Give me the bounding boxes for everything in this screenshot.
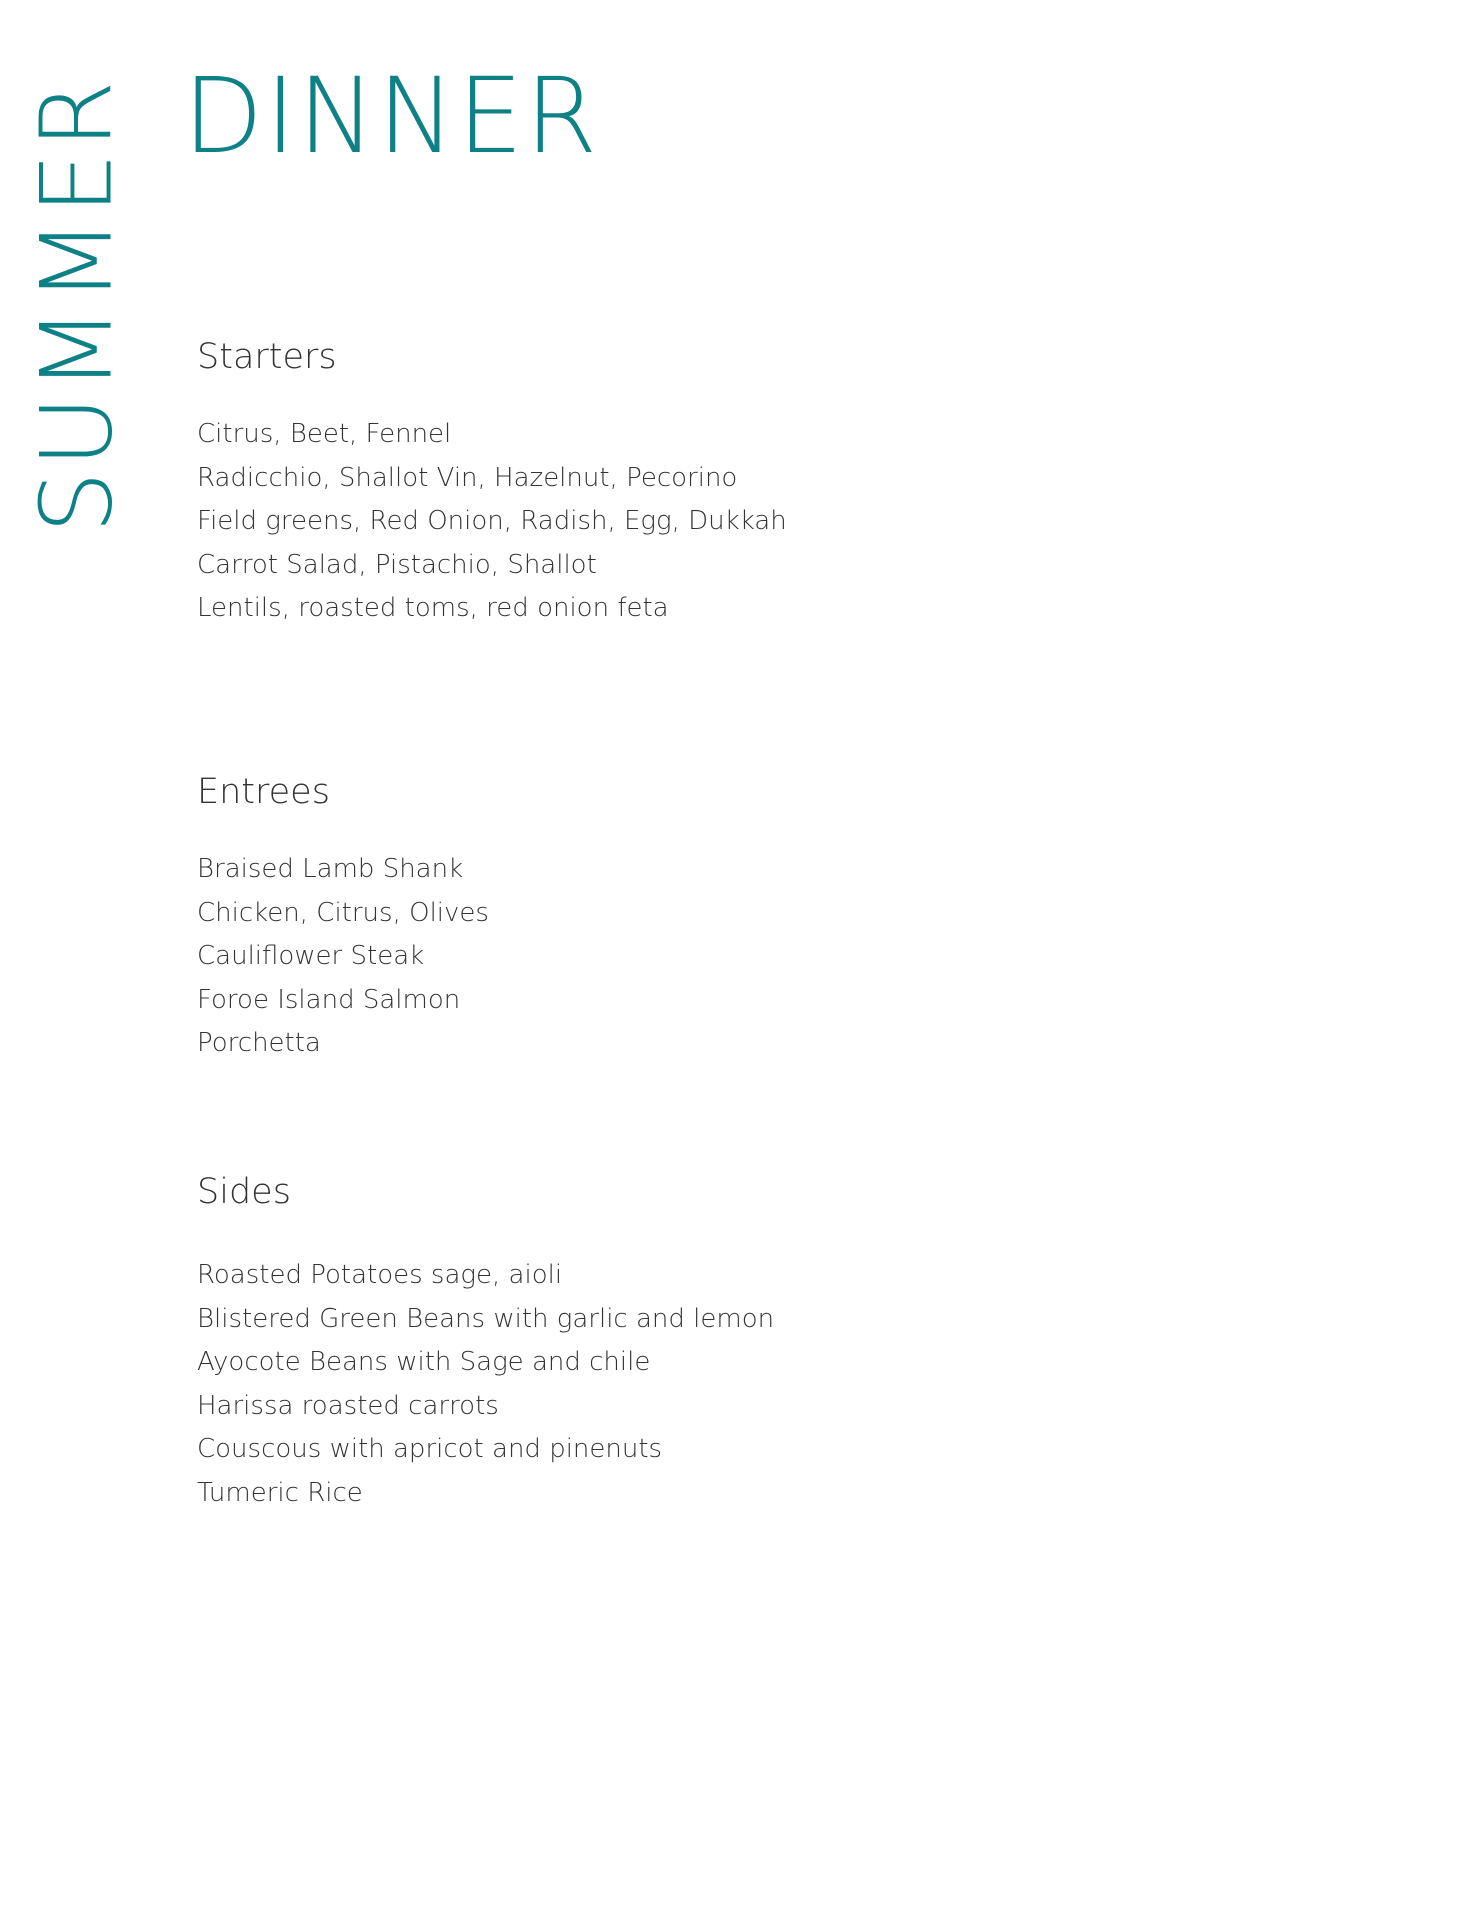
menu-item: Field greens, Red Onion, Radish, Egg, Dukkah — [197, 506, 787, 537]
menu-item: Foroe Island Salmon — [197, 984, 461, 1015]
menu-item: Cauliflower Steak — [197, 941, 425, 972]
menu-item: Lentils, roasted toms, red onion feta — [197, 593, 669, 624]
menu-item: Citrus, Beet, Fennel — [197, 419, 452, 449]
entrees-list — [197, 848, 489, 1066]
menu-item: Chicken, Citrus, Olives — [197, 897, 489, 928]
menu-item: Roasted Potatoes sage, aioli — [197, 1260, 563, 1290]
menu-item: Ayocote Beans with Sage and chile — [197, 1347, 651, 1378]
sides-list — [197, 1254, 774, 1516]
menu-item: Harissa roasted carrots — [197, 1390, 499, 1421]
section-heading-starters: Starters — [197, 337, 337, 377]
page-title: DINNER — [183, 55, 600, 177]
menu-item: Carrot Salad, Pistachio, Shallot — [197, 549, 597, 580]
section-heading-entrees: Entrees — [197, 772, 330, 812]
menu-item: Couscous with apricot and pinenuts — [197, 1434, 663, 1465]
section-heading-sides: Sides — [197, 1172, 291, 1212]
menu-item: Radicchio, Shallot Vin, Hazelnut, Pecorino — [197, 462, 738, 493]
menu-item: Tumeric Rice — [197, 1477, 363, 1508]
section-entrees — [197, 770, 489, 1066]
vertical-title-text: SUMMER — [21, 76, 135, 534]
menu-item: Blistered Green Beans with garlic and lemon — [197, 1303, 775, 1334]
section-starters — [197, 335, 787, 631]
menu-item: Braised Lamb Shank — [197, 854, 464, 884]
section-sides — [197, 1170, 774, 1516]
menu-item: Porchetta — [197, 1028, 321, 1059]
starters-list — [197, 413, 787, 631]
vertical-title — [21, 76, 135, 534]
